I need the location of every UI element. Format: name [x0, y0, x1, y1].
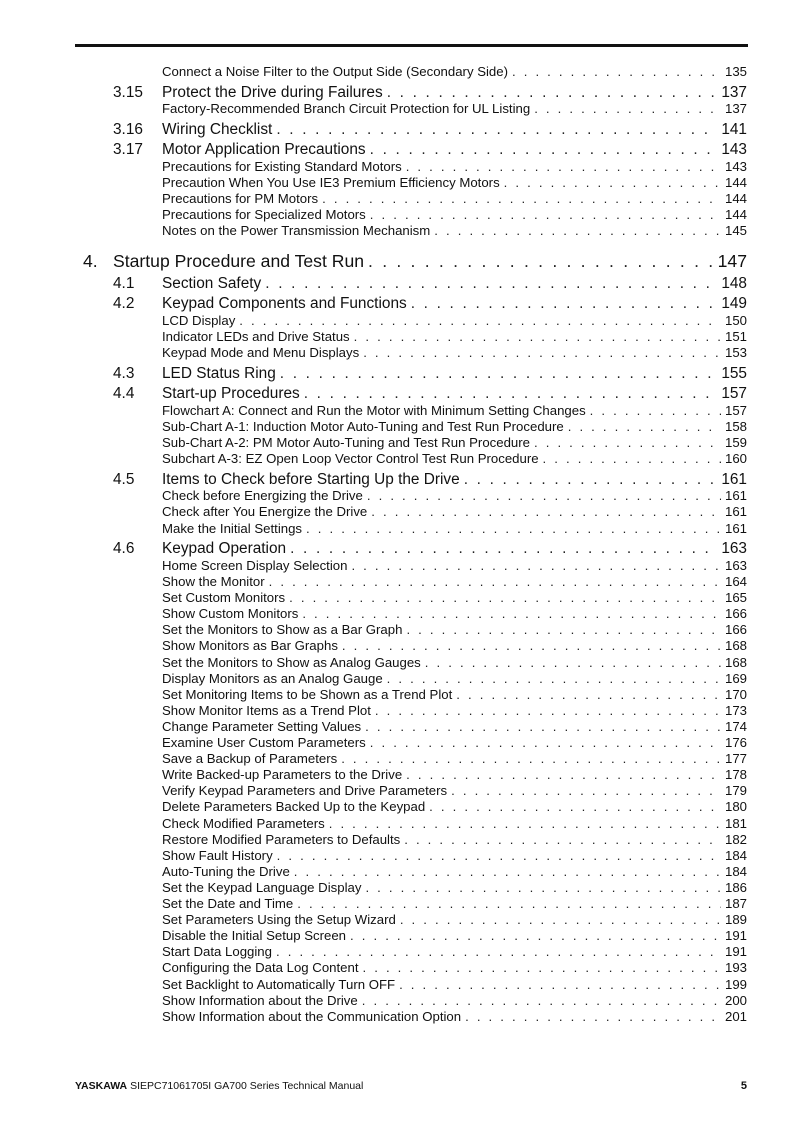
toc-leader-dots — [406, 767, 721, 782]
toc-title: Connect a Noise Filter to the Output Side (Secondary Side) — [162, 64, 508, 79]
toc-line — [162, 655, 747, 670]
toc-leader-dots — [362, 993, 721, 1008]
toc-page-number: 180 — [724, 799, 747, 815]
toc-title: Set Custom Monitors — [162, 590, 286, 606]
toc-title: Indicator LEDs and Drive Status — [162, 329, 350, 345]
toc-leader-dots — [387, 84, 718, 102]
toc-title: Show Monitors as Bar Graphs — [162, 638, 338, 654]
toc-title: Write Backed-up Parameters to the Drive — [162, 767, 403, 783]
toc-line — [162, 816, 747, 831]
toc-leader-dots — [456, 687, 721, 702]
toc-line — [162, 783, 747, 798]
toc-page-number: 191 — [724, 928, 747, 944]
toc-title: Section Safety — [162, 275, 262, 293]
toc-page-number: 153 — [724, 345, 747, 361]
toc-line — [162, 767, 747, 782]
toc-line — [162, 944, 747, 959]
toc-leader-dots — [276, 121, 717, 139]
toc-title: Show Information about the Drive — [162, 992, 358, 1008]
toc-title: Protect the Drive during Failures — [162, 83, 383, 101]
page-footer — [75, 1080, 747, 1092]
toc-line — [162, 295, 747, 313]
toc-leader-dots — [534, 101, 721, 116]
toc-title: Motor Application Precautions — [162, 141, 366, 158]
toc-title: Make the Initial Settings — [162, 520, 303, 536]
toc-title: Precautions for PM Motors — [162, 191, 319, 206]
toc-leader-dots — [351, 558, 721, 573]
toc-line — [162, 313, 747, 328]
toc-page-number: 158 — [724, 418, 747, 434]
toc-leader-dots — [399, 977, 721, 992]
toc-page-number: 145 — [724, 223, 747, 239]
footer-doc: SIEPC71061705I GA700 Series Technical Manual — [130, 1080, 364, 1092]
toc-title: Start Data Logging — [162, 944, 272, 960]
toc-page-number: 157 — [721, 384, 747, 402]
toc-line — [162, 832, 747, 847]
toc-title: Set Parameters Using the Setup Wizard — [162, 912, 396, 928]
toc-page-number: 168 — [724, 654, 747, 670]
toc-leader-dots — [294, 864, 721, 879]
toc-title: Examine User Custom Parameters — [162, 735, 366, 750]
toc-page-number: 161 — [724, 520, 747, 536]
toc-page-number: 179 — [724, 783, 747, 799]
toc-line — [162, 488, 747, 503]
toc-line — [162, 606, 747, 621]
toc-page-number: 193 — [724, 960, 747, 976]
toc-leader-dots — [280, 365, 718, 383]
toc-line — [162, 896, 747, 911]
toc-page-number: 174 — [724, 718, 747, 734]
toc-title: Set Backlight to Automatically Turn OFF — [162, 976, 396, 992]
toc-line — [162, 912, 747, 927]
toc-leader-dots — [290, 540, 717, 558]
toc-leader-dots — [329, 816, 721, 831]
toc-line — [162, 121, 747, 139]
footer-page-number: 5 — [740, 1080, 747, 1092]
toc-line — [162, 84, 747, 102]
toc-number: 4.3 — [113, 364, 135, 382]
toc-leader-dots — [543, 451, 721, 466]
toc-page-number: 141 — [721, 121, 747, 138]
toc-leader-dots — [276, 944, 721, 959]
toc-line — [162, 671, 747, 686]
toc-page-number: 191 — [724, 944, 747, 960]
toc-page-number: 143 — [724, 158, 747, 174]
toc-line — [162, 223, 747, 238]
toc-title: Wiring Checklist — [162, 121, 273, 138]
toc-page-number: 170 — [724, 686, 747, 702]
toc-line — [162, 64, 747, 79]
toc-leader-dots — [363, 345, 721, 360]
toc-line — [162, 540, 747, 558]
toc-line — [162, 977, 747, 992]
toc-title: LED Status Ring — [162, 364, 276, 382]
toc-page-number: 135 — [724, 64, 747, 79]
toc-leader-dots — [365, 719, 721, 734]
toc-line — [162, 385, 747, 403]
header-rule — [75, 44, 748, 47]
toc-leader-dots — [371, 504, 721, 519]
toc-number: 4.6 — [113, 540, 135, 558]
toc-line — [162, 101, 747, 116]
toc-page-number: 159 — [724, 434, 747, 450]
toc-line — [162, 207, 747, 222]
toc-leader-dots — [289, 590, 721, 605]
toc-line — [162, 751, 747, 766]
toc-page-number: 199 — [724, 976, 747, 992]
toc-leader-dots — [367, 488, 721, 503]
toc-page-number: 166 — [724, 622, 747, 638]
toc-title: Check before Energizing the Drive — [162, 488, 363, 504]
toc-page-number: 150 — [724, 313, 747, 328]
toc-page-number: 151 — [724, 329, 747, 345]
toc-number: 3.17 — [113, 141, 143, 158]
toc-line — [162, 799, 747, 814]
footer-brand: YASKAWA — [75, 1080, 128, 1092]
toc-leader-dots — [370, 735, 721, 750]
toc-number: 4.1 — [113, 275, 135, 293]
toc-title: Set the Date and Time — [162, 896, 294, 911]
toc-line — [162, 687, 747, 702]
toc-page-number: 144 — [724, 191, 747, 206]
toc-line — [162, 191, 747, 206]
toc-title: Set the Monitors to Show as a Bar Graph — [162, 622, 403, 638]
toc-leader-dots — [306, 521, 721, 536]
toc-page-number: 148 — [721, 275, 747, 293]
toc-line — [162, 960, 747, 975]
toc-leader-dots — [429, 799, 721, 814]
toc-line — [162, 275, 747, 293]
toc-line — [162, 880, 747, 895]
toc-page-number: 161 — [724, 504, 747, 520]
toc-title: Keypad Components and Functions — [162, 295, 407, 313]
toc-leader-dots — [464, 471, 718, 489]
toc-leader-dots — [400, 912, 721, 927]
toc-title: Start-up Procedures — [162, 384, 300, 402]
toc-title: Items to Check before Starting Up the Drive — [162, 470, 460, 488]
toc-title: Subchart A-3: EZ Open Loop Vector Control Test Run Procedure — [162, 450, 539, 466]
toc-leader-dots — [406, 622, 721, 637]
toc-title: Check after You Energize the Drive — [162, 504, 368, 520]
toc-page-number: 144 — [724, 207, 747, 223]
toc-page-number: 169 — [724, 670, 747, 686]
toc-title: Show Fault History — [162, 847, 273, 863]
toc-page-number: 149 — [721, 295, 747, 313]
toc-line — [162, 638, 747, 653]
toc-line — [162, 175, 747, 190]
toc-title: Precautions for Specialized Motors — [162, 207, 366, 223]
toc-line — [162, 1009, 747, 1024]
toc-leader-dots — [297, 896, 721, 911]
toc-leader-dots — [239, 313, 721, 328]
toc-leader-dots — [375, 703, 721, 718]
toc-page-number: 168 — [724, 638, 747, 654]
toc-title: Factory-Recommended Branch Circuit Protection for UL Listing — [162, 101, 531, 117]
toc-title: Keypad Operation — [162, 540, 287, 558]
toc-line — [162, 365, 747, 383]
toc-page-number: 178 — [724, 767, 747, 783]
toc-page-number: 144 — [724, 174, 747, 190]
toc-leader-dots — [406, 159, 721, 174]
toc-line — [162, 403, 747, 418]
toc-title: Sub-Chart A-2: PM Motor Auto-Tuning and Test Run Procedure — [162, 434, 530, 450]
toc-line — [162, 719, 747, 734]
toc-line — [162, 558, 747, 573]
toc-title: Delete Parameters Backed Up to the Keypad — [162, 799, 426, 815]
toc-leader-dots — [368, 251, 714, 272]
toc-leader-dots — [411, 295, 718, 313]
toc-title: Show Information about the Communication Option — [162, 1008, 462, 1024]
toc-title: Set the Monitors to Show as Analog Gauges — [162, 654, 421, 670]
toc-title: Save a Backup of Parameters — [162, 751, 338, 767]
toc-line — [162, 703, 747, 718]
toc-leader-dots — [342, 638, 721, 653]
toc-page-number: 177 — [724, 751, 747, 767]
toc-leader-dots — [504, 175, 721, 190]
toc-page-number: 173 — [724, 702, 747, 718]
toc-page-number: 186 — [724, 879, 747, 895]
toc-leader-dots — [341, 751, 721, 766]
toc-line — [162, 345, 747, 360]
toc-page-number: 157 — [724, 402, 747, 418]
toc-line — [162, 419, 747, 434]
toc-line — [162, 864, 747, 879]
toc-page-number: 160 — [724, 450, 747, 466]
toc-page-number: 137 — [724, 101, 747, 117]
toc-page-number: 161 — [721, 470, 747, 488]
toc-leader-dots — [365, 880, 721, 895]
toc-leader-dots — [425, 655, 721, 670]
toc-title: Notes on the Power Transmission Mechanism — [162, 223, 431, 239]
toc-page-number: 163 — [724, 557, 747, 573]
toc-number: 4.4 — [113, 384, 135, 402]
toc-leader-dots — [465, 1009, 721, 1024]
toc-page-number: 166 — [724, 606, 747, 622]
toc-title: Set Monitoring Items to be Shown as a Trend Plot — [162, 686, 453, 702]
toc-leader-dots — [354, 329, 721, 344]
toc-leader-dots — [269, 574, 721, 589]
toc-number: 3.16 — [113, 121, 143, 138]
toc-line — [162, 141, 747, 159]
toc-leader-dots — [350, 928, 721, 943]
toc-page-number: 200 — [724, 992, 747, 1008]
toc-page-number: 143 — [721, 141, 747, 158]
toc-line — [162, 521, 747, 536]
toc-page-number: 163 — [721, 540, 747, 558]
toc-line — [162, 471, 747, 489]
toc-leader-dots — [434, 223, 721, 238]
toc-line — [162, 574, 747, 589]
toc-leader-dots — [370, 141, 718, 159]
toc-page-number: 164 — [724, 574, 747, 589]
toc-title: Precaution When You Use IE3 Premium Efficiency Motors — [162, 174, 500, 190]
toc-page-number: 187 — [724, 896, 747, 911]
toc-title: Configuring the Data Log Content — [162, 960, 359, 976]
toc-leader-dots — [387, 671, 721, 686]
toc-leader-dots — [370, 207, 721, 222]
toc-line — [162, 590, 747, 605]
toc-title: Home Screen Display Selection — [162, 557, 348, 573]
toc-leader-dots — [322, 191, 721, 206]
toc-leader-dots — [568, 419, 721, 434]
toc-title: Startup Procedure and Test Run — [113, 251, 365, 272]
toc-title: Show Custom Monitors — [162, 606, 299, 622]
toc-leader-dots — [302, 606, 721, 621]
toc-title: Restore Modified Parameters to Defaults — [162, 831, 401, 847]
toc-page-number: 147 — [717, 251, 747, 272]
toc-page-number: 165 — [724, 590, 747, 606]
toc-title: Check Modified Parameters — [162, 815, 325, 831]
toc-number: 4.2 — [113, 295, 135, 313]
toc-line — [113, 251, 747, 272]
toc-title: Precautions for Existing Standard Motors — [162, 158, 402, 174]
toc-line — [162, 622, 747, 637]
toc-title: Set the Keypad Language Display — [162, 879, 362, 895]
toc-line — [162, 928, 747, 943]
toc-line — [162, 735, 747, 750]
toc-page-number: 184 — [724, 863, 747, 879]
toc-leader-dots — [590, 403, 721, 418]
toc-leader-dots — [265, 275, 717, 293]
toc-title: Display Monitors as an Analog Gauge — [162, 670, 383, 686]
toc-number: 4. — [83, 251, 98, 272]
toc-page-number: 189 — [724, 912, 747, 928]
toc-page-number: 182 — [724, 831, 747, 847]
toc-page-number: 181 — [724, 815, 747, 831]
footer-doc-title — [75, 1080, 363, 1092]
toc-leader-dots — [534, 435, 721, 450]
toc-page-number: 201 — [724, 1008, 747, 1024]
toc-page-number: 184 — [724, 847, 747, 863]
toc-page-number: 137 — [721, 83, 747, 101]
toc-title: Show Monitor Items as a Trend Plot — [162, 702, 371, 718]
toc-line — [162, 159, 747, 174]
toc-leader-dots — [362, 960, 721, 975]
toc-page-number: 176 — [724, 735, 747, 750]
toc-page-number: 155 — [721, 364, 747, 382]
toc-leader-dots — [512, 64, 721, 79]
toc-number: 3.15 — [113, 83, 143, 101]
toc-leader-dots — [451, 783, 721, 798]
toc-title: Sub-Chart A-1: Induction Motor Auto-Tuning and Test Run Procedure — [162, 418, 564, 434]
toc-page-number: 161 — [724, 488, 747, 504]
toc-line — [162, 993, 747, 1008]
toc-title: Verify Keypad Parameters and Drive Parameters — [162, 783, 448, 799]
toc-leader-dots — [404, 832, 721, 847]
toc-number: 4.5 — [113, 470, 135, 488]
toc-line — [162, 435, 747, 450]
toc-leader-dots — [277, 848, 721, 863]
toc-title: Show the Monitor — [162, 574, 265, 589]
toc-line — [162, 451, 747, 466]
toc-title: Flowchart A: Connect and Run the Motor with Minimum Setting Changes — [162, 402, 586, 418]
toc-line — [162, 329, 747, 344]
toc-title: Change Parameter Setting Values — [162, 718, 362, 734]
toc-title: Keypad Mode and Menu Displays — [162, 345, 360, 361]
toc-line — [162, 848, 747, 863]
toc-title: LCD Display — [162, 313, 236, 328]
toc-title: Auto-Tuning the Drive — [162, 863, 290, 879]
toc-line — [162, 504, 747, 519]
toc-leader-dots — [304, 385, 718, 403]
toc-title: Disable the Initial Setup Screen — [162, 928, 347, 944]
